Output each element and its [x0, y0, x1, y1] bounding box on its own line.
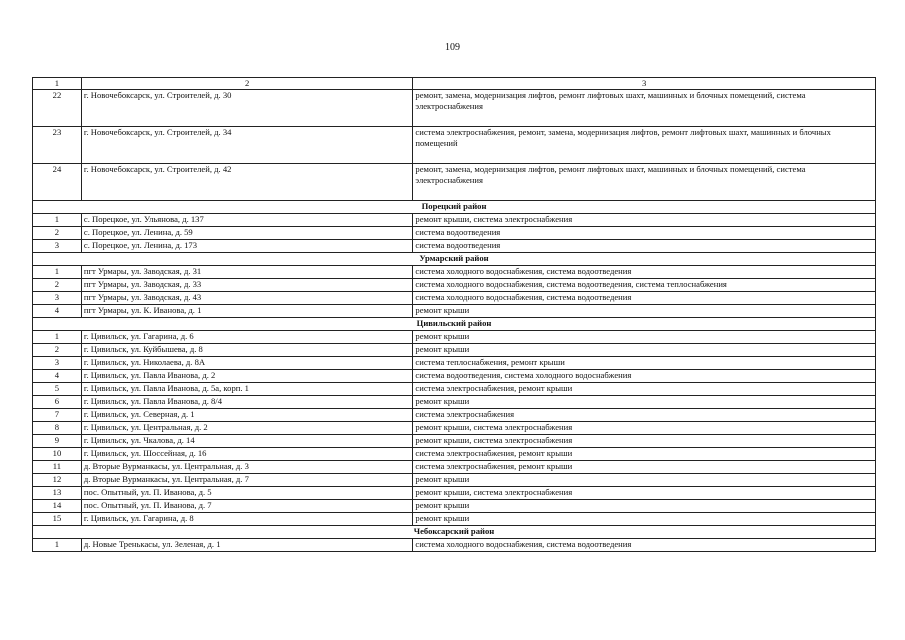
row-number: 8: [33, 422, 82, 435]
table-row: [33, 539, 876, 552]
table-row: [33, 422, 876, 435]
row-address: г. Цивильск, ул. Павла Иванова, д. 8/4: [81, 396, 413, 409]
district-heading: Урмарский район: [33, 253, 876, 266]
row-works: система электроснабжения, ремонт, замена, модернизация лифтов, ремонт лифтовых шахт, машинных и блочных помещений: [413, 127, 876, 164]
row-address: с. Порецкое, ул. Ленина, д. 59: [81, 227, 413, 240]
district-heading: Порецкий район: [33, 201, 876, 214]
row-number: 3: [33, 357, 82, 370]
table-row: [33, 370, 876, 383]
row-works: система электроснабжения: [413, 409, 876, 422]
row-works: система водоотведения: [413, 227, 876, 240]
district-heading-row: [33, 253, 876, 266]
row-address: с. Порецкое, ул. Ленина, д. 173: [81, 240, 413, 253]
district-heading: Цивильский район: [33, 318, 876, 331]
row-number: 4: [33, 305, 82, 318]
row-address: г. Цивильск, ул. Чкалова, д. 14: [81, 435, 413, 448]
table-row: [33, 164, 876, 201]
table-row: [33, 305, 876, 318]
table-row: [33, 513, 876, 526]
row-address: д. Новые Тренькасы, ул. Зеленая, д. 1: [81, 539, 413, 552]
repair-register-table: [32, 77, 876, 552]
table-row: [33, 448, 876, 461]
table-row: [33, 409, 876, 422]
row-number: 5: [33, 383, 82, 396]
row-address: г. Цивильск, ул. Куйбышева, д. 8: [81, 344, 413, 357]
column-number-3: 3: [413, 78, 876, 90]
row-works: ремонт крыши: [413, 344, 876, 357]
table-row: [33, 227, 876, 240]
row-works: ремонт крыши: [413, 331, 876, 344]
row-number: 1: [33, 214, 82, 227]
table-row: [33, 266, 876, 279]
row-address: пос. Опытный, ул. П. Иванова, д. 7: [81, 500, 413, 513]
row-address: пгт Урмары, ул. К. Иванова, д. 1: [81, 305, 413, 318]
row-works: система электроснабжения, ремонт крыши: [413, 448, 876, 461]
row-number: 4: [33, 370, 82, 383]
row-address: г. Цивильск, ул. Гагарина, д. 6: [81, 331, 413, 344]
row-address: г. Новочебоксарск, ул. Строителей, д. 42: [81, 164, 413, 201]
row-address: г. Цивильск, ул. Николаева, д. 8А: [81, 357, 413, 370]
row-number: 3: [33, 292, 82, 305]
table-row: [33, 487, 876, 500]
row-number: 1: [33, 331, 82, 344]
table-row: [33, 461, 876, 474]
row-number: 11: [33, 461, 82, 474]
row-address: д. Вторые Вурманкасы, ул. Центральная, д. 3: [81, 461, 413, 474]
row-works: система электроснабжения, ремонт крыши: [413, 383, 876, 396]
row-works: ремонт крыши: [413, 305, 876, 318]
row-number: 14: [33, 500, 82, 513]
row-works: ремонт крыши: [413, 500, 876, 513]
district-heading-row: [33, 318, 876, 331]
row-address: пгт Урмары, ул. Заводская, д. 33: [81, 279, 413, 292]
row-address: пгт Урмары, ул. Заводская, д. 43: [81, 292, 413, 305]
row-number: 23: [33, 127, 82, 164]
district-heading-row: [33, 201, 876, 214]
row-works: ремонт, замена, модернизация лифтов, ремонт лифтовых шахт, машинных и блочных помещений, система электроснабжения: [413, 164, 876, 201]
table-row: [33, 214, 876, 227]
table-row: [33, 279, 876, 292]
row-number: 12: [33, 474, 82, 487]
table-row: [33, 127, 876, 164]
row-works: система теплоснабжения, ремонт крыши: [413, 357, 876, 370]
table-row: [33, 383, 876, 396]
row-number: 13: [33, 487, 82, 500]
row-works: система холодного водоснабжения, система водоотведения: [413, 266, 876, 279]
row-works: система холодного водоснабжения, система водоотведения: [413, 292, 876, 305]
row-works: ремонт крыши, система электроснабжения: [413, 422, 876, 435]
row-works: система холодного водоснабжения, система водоотведения, система теплоснабжения: [413, 279, 876, 292]
table-row: [33, 292, 876, 305]
row-works: ремонт крыши: [413, 474, 876, 487]
row-address: пгт Урмары, ул. Заводская, д. 31: [81, 266, 413, 279]
table-row: [33, 474, 876, 487]
row-works: система водоотведения, система холодного водоснабжения: [413, 370, 876, 383]
row-number: 6: [33, 396, 82, 409]
table-row: [33, 240, 876, 253]
table-row: [33, 396, 876, 409]
row-number: 1: [33, 266, 82, 279]
table-row: [33, 435, 876, 448]
row-address: пос. Опытный, ул. П. Иванова, д. 5: [81, 487, 413, 500]
row-address: г. Цивильск, ул. Северная, д. 1: [81, 409, 413, 422]
row-works: ремонт крыши, система электроснабжения: [413, 435, 876, 448]
table-row: [33, 357, 876, 370]
table-body: [33, 78, 876, 552]
row-address: д. Вторые Вурманкасы, ул. Центральная, д. 7: [81, 474, 413, 487]
row-number: 2: [33, 227, 82, 240]
row-number: 7: [33, 409, 82, 422]
row-works: система водоотведения: [413, 240, 876, 253]
row-works: система электроснабжения, ремонт крыши: [413, 461, 876, 474]
row-works: ремонт крыши, система электроснабжения: [413, 214, 876, 227]
row-address: г. Цивильск, ул. Павла Иванова, д. 2: [81, 370, 413, 383]
table-row: [33, 331, 876, 344]
column-number-1: 1: [33, 78, 82, 90]
district-heading: Чебоксарский район: [33, 526, 876, 539]
row-address: г. Цивильск, ул. Шоссейная, д. 16: [81, 448, 413, 461]
row-address: г. Новочебоксарск, ул. Строителей, д. 30: [81, 90, 413, 127]
row-address: с. Порецкое, ул. Ульянова, д. 137: [81, 214, 413, 227]
district-heading-row: [33, 526, 876, 539]
row-address: г. Цивильск, ул. Гагарина, д. 8: [81, 513, 413, 526]
table-row: [33, 500, 876, 513]
row-number: 15: [33, 513, 82, 526]
row-works: система холодного водоснабжения, система водоотведения: [413, 539, 876, 552]
row-works: ремонт крыши, система электроснабжения: [413, 487, 876, 500]
row-number: 1: [33, 539, 82, 552]
row-number: 24: [33, 164, 82, 201]
table-row: [33, 90, 876, 127]
row-works: ремонт крыши: [413, 513, 876, 526]
row-address: г. Новочебоксарск, ул. Строителей, д. 34: [81, 127, 413, 164]
row-number: 3: [33, 240, 82, 253]
row-address: г. Цивильск, ул. Павла Иванова, д. 5а, корп. 1: [81, 383, 413, 396]
row-number: 22: [33, 90, 82, 127]
table-row: [33, 344, 876, 357]
column-number-row: [33, 78, 876, 90]
page-number: 109: [445, 42, 460, 53]
row-number: 10: [33, 448, 82, 461]
row-number: 2: [33, 344, 82, 357]
column-number-2: 2: [81, 78, 413, 90]
row-number: 2: [33, 279, 82, 292]
row-address: г. Цивильск, ул. Центральная, д. 2: [81, 422, 413, 435]
row-number: 9: [33, 435, 82, 448]
row-works: ремонт крыши: [413, 396, 876, 409]
row-works: ремонт, замена, модернизация лифтов, ремонт лифтовых шахт, машинных и блочных помещений, система электроснабжения: [413, 90, 876, 127]
